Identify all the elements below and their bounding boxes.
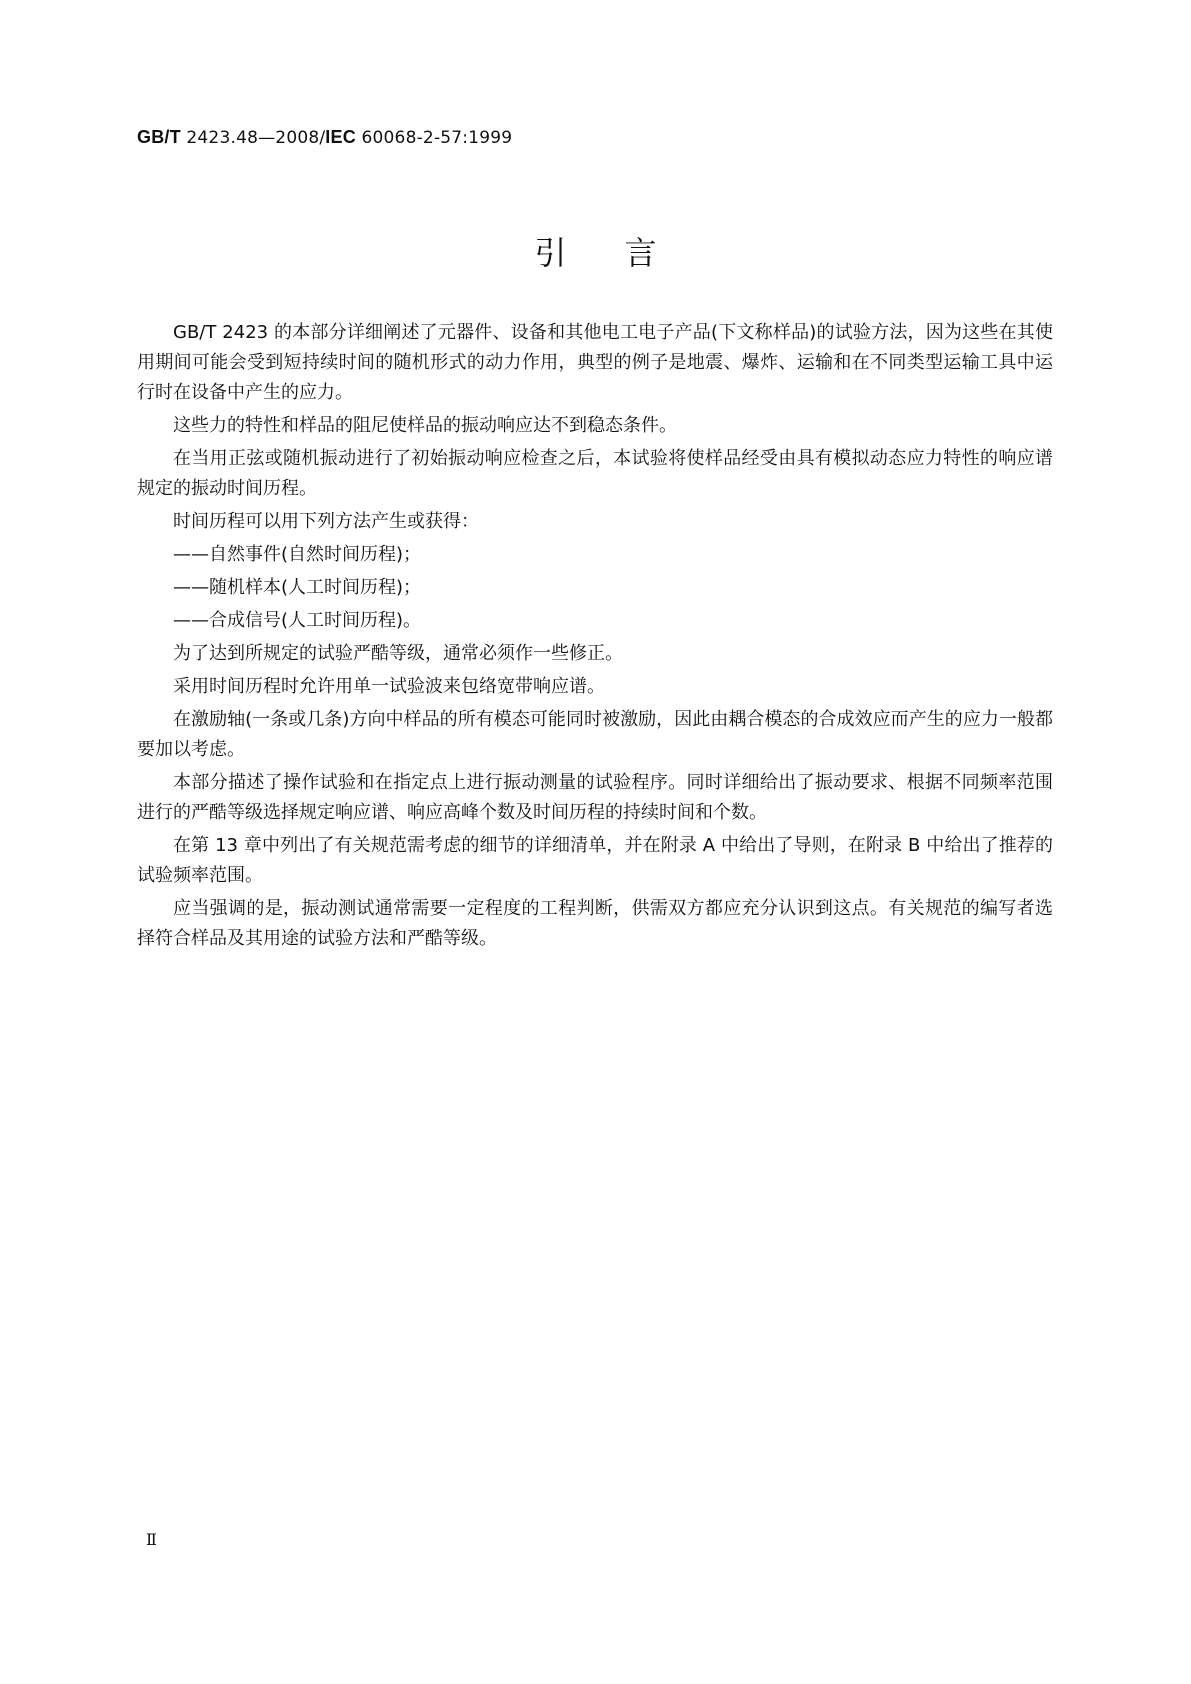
paragraph: 本部分描述了操作试验和在指定点上进行振动测量的试验程序。同时详细给出了振动要求、根据不同频率范围进行的严酷等级选择规定响应谱、响应高峰个数及时间历程的持续时间和个数。 <box>137 772 1053 823</box>
body-text <box>137 318 1053 957</box>
paragraph: GB/T 2423 的本部分详细阐述了元器件、设备和其他电工电子产品(下文称样品)的试验方法，因为这些在其使用期间可能会受到短持续时间的随机形式的动力作用，典型的例子是地震、爆炸、运输和在不同类型运输工具中运行时在设备中产生的应力。 <box>137 322 1053 403</box>
paragraph: 在第 13 章中列出了有关规范需考虑的细节的详细清单，并在附录 A 中给出了导则，在附录 B 中给出了推荐的试验频率范围。 <box>137 835 1053 886</box>
iec-prefix: IEC <box>325 127 356 147</box>
paragraph: 在激励轴(一条或几条)方向中样品的所有模态可能同时被激励，因此由耦合模态的合成效应而产生的应力一般都要加以考虑。 <box>137 709 1053 760</box>
page-number: Ⅱ <box>146 1530 157 1549</box>
paragraph: 在当用正弦或随机振动进行了初始振动响应检查之后，本试验将使样品经受由具有模拟动态应力特性的响应谱规定的振动时间历程。 <box>137 448 1053 499</box>
list-item: ——自然事件(自然时间历程)； <box>173 544 422 565</box>
standard-prefix: GB/T <box>137 127 181 147</box>
section-title: 引言 <box>534 234 715 272</box>
paragraph: 这些力的特性和样品的阻尼使样品的振动响应达不到稳态条件。 <box>173 415 677 436</box>
standard-number-header <box>137 127 512 148</box>
paragraph: 为了达到所规定的试验严酷等级，通常必须作一些修正。 <box>173 643 623 664</box>
paragraph: 应当强调的是，振动测试通常需要一定程度的工程判断，供需双方都应充分认识到这点。有关规范的编写者选择符合样品及其用途的试验方法和严酷等级。 <box>137 898 1053 949</box>
paragraph: 时间历程可以用下列方法产生或获得： <box>173 511 479 532</box>
iec-number: 60068-2-57:1999 <box>355 128 513 148</box>
paragraph: 采用时间历程时允许用单一试验波来包络宽带响应谱。 <box>173 676 605 697</box>
list-item: ——合成信号(人工时间历程)。 <box>173 610 422 631</box>
standard-number: 2423.48—2008/ <box>180 128 326 148</box>
list-item: ——随机样本(人工时间历程)； <box>173 577 422 598</box>
